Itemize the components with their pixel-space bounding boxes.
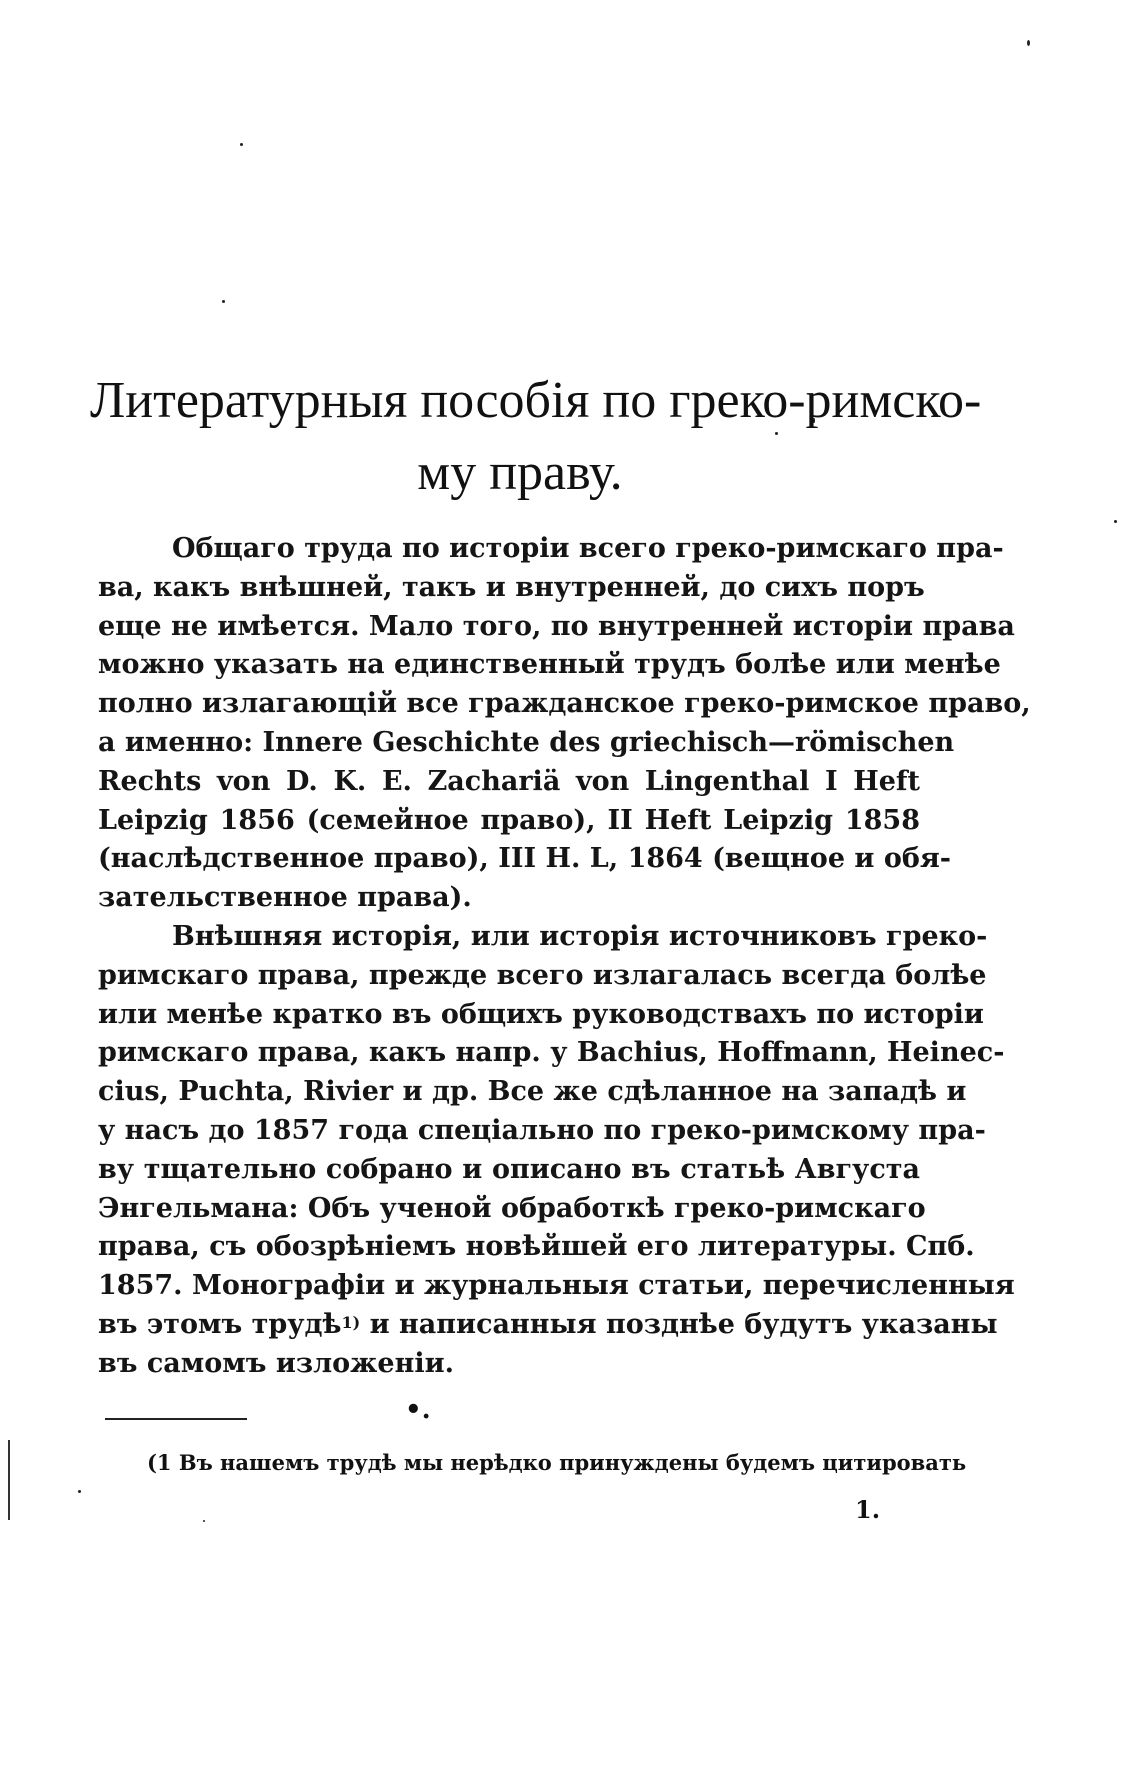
scan-speck bbox=[78, 1490, 81, 1493]
scan-speck bbox=[1027, 40, 1030, 46]
text-line: у насъ до 1857 года спеціально по греко-римскому пра- bbox=[98, 1114, 986, 1146]
text-line: Энгельмана: Объ ученой обработкѣ греко-римскаго bbox=[98, 1192, 926, 1224]
footnote-marker: (1 bbox=[147, 1450, 172, 1475]
scan-edge-mark bbox=[8, 1500, 10, 1520]
scan-speck bbox=[222, 300, 225, 303]
scan-speck bbox=[203, 1520, 205, 1522]
text-line: Общаго труда по исторіи всего греко-римскаго пра- bbox=[172, 533, 1004, 564]
scan-speck bbox=[240, 143, 243, 146]
body-text bbox=[98, 530, 1031, 1384]
text-line: права, съ обозрѣніемъ новѣйшей его литературы. Спб. bbox=[98, 1231, 975, 1263]
footnote-reference[interactable]: 1) bbox=[341, 1312, 361, 1332]
text-line: а именно: Innere Geschichte des griechisch—römischen bbox=[98, 726, 955, 758]
chapter-title-line-2: му праву. bbox=[417, 443, 623, 501]
text-line: или менѣе кратко въ общихъ руководствахъ по исторіи bbox=[98, 998, 984, 1030]
text-line: зательственное права). bbox=[98, 882, 472, 914]
text-line: римскаго права, какъ напр. у Bachius, Hoffmann, Heinec- bbox=[98, 1037, 1005, 1069]
page-number: 1. bbox=[855, 1495, 881, 1524]
text-line-with-footnote-ref bbox=[98, 1306, 998, 1345]
text-line: въ самомъ изложеніи. bbox=[98, 1347, 455, 1379]
text-line: римскаго права, прежде всего излагалась всегда болѣе bbox=[98, 959, 987, 991]
separator-mark: •. bbox=[405, 1395, 431, 1425]
text-line: (наслѣдственное право), III H. L, 1864 (вещное и обя- bbox=[98, 843, 951, 875]
chapter-title bbox=[90, 365, 982, 509]
footnote-divider bbox=[105, 1418, 247, 1420]
text-line: ву тщательно собрано и описано въ статьѣ Августа bbox=[98, 1153, 920, 1185]
footnote-text: Въ нашемъ трудѣ мы нерѣдко принуждены будемъ цитировать bbox=[171, 1450, 967, 1475]
text-line: Leipzig 1856 (семейное право), II Heft Leipzig 1858 bbox=[98, 804, 920, 836]
scan-speck bbox=[1114, 520, 1117, 523]
footnote bbox=[147, 1450, 967, 1475]
text-fragment: и написанныя позднѣе будутъ указаны bbox=[360, 1308, 998, 1340]
text-line: полно излагающій все гражданское греко-римское право, bbox=[98, 688, 1031, 720]
text-line: ва, какъ внѣшней, такъ и внутренней, до сихъ поръ bbox=[98, 571, 925, 603]
text-line: Внѣшняя исторія, или исторія источниковъ греко- bbox=[172, 920, 988, 952]
text-line: можно указать на единственный трудъ болѣе или менѣе bbox=[98, 649, 1001, 681]
text-line: 1857. Монографіи и журнальныя статьи, перечисленныя bbox=[98, 1270, 1015, 1302]
text-line: Rechts von D. K. E. Zachariä von Lingenthal I Heft bbox=[98, 765, 920, 797]
chapter-title-line-1: Литературныя пособія по греко-римско- bbox=[90, 371, 982, 429]
text-line: еще не имѣется. Мало того, по внутренней исторіи права bbox=[98, 610, 1015, 642]
text-fragment: въ этомъ трудѣ bbox=[98, 1308, 342, 1340]
text-line: cius, Puchta, Rivier и др. Все же сдѣланное на западѣ и bbox=[98, 1076, 967, 1108]
scan-edge-mark bbox=[8, 1440, 10, 1500]
